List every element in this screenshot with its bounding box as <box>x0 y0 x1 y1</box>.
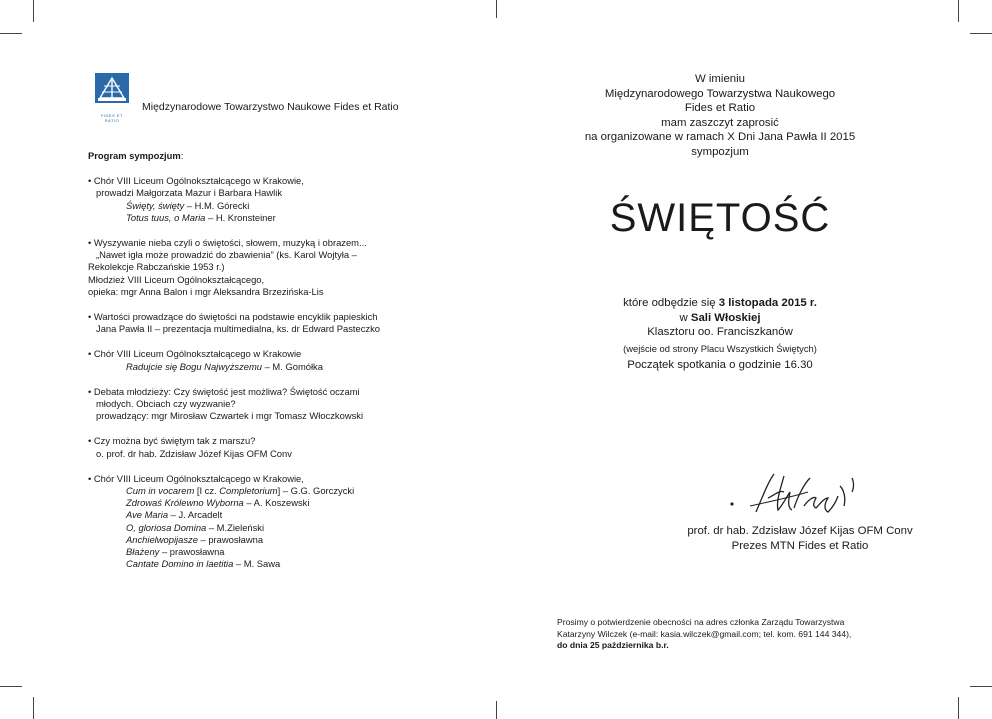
signer-role: Prezes MTN Fides et Ratio <box>731 539 869 552</box>
program-line: • Debata młodzieży: Czy świętość jest możliwa? Świętość oczami <box>88 385 360 397</box>
program-line: Zdrowaś Królewno Wyborna – A. Koszewski <box>126 497 310 509</box>
fold-mark <box>496 701 497 719</box>
event-date: które odbędzie się 3 listopada 2015 r. <box>623 297 817 309</box>
program-line: • Chór VIII Liceum Ogólnokształcącego w Krakowie, <box>88 472 304 484</box>
event-place: w Sali Włoskiej <box>679 311 761 324</box>
program-line: Cantate Domino in laetitia – M. Sawa <box>126 558 281 570</box>
invitation-text <box>560 72 880 160</box>
program-line: • Wartości prowadzące do świętości na podstawie encyklik papieskich <box>88 311 378 323</box>
society-logo <box>94 72 130 123</box>
crop-mark <box>970 686 992 687</box>
invitation-line: na organizowane w ramach X Dni Jana Pawła II 2015 <box>584 131 856 144</box>
program-line: • Czy można być świętym tak z marszu? <box>88 435 256 447</box>
event-details <box>560 296 880 373</box>
signer-block <box>650 524 950 553</box>
program-item <box>88 348 468 372</box>
program-item <box>88 386 468 423</box>
fold-mark <box>496 0 497 18</box>
program-line: Anchielwopijasze – prawosławna <box>126 533 264 545</box>
program-line: Młodzież VIII Liceum Ogólnokształcącego, <box>88 273 265 285</box>
crop-mark <box>0 686 22 687</box>
program-item <box>88 237 468 298</box>
program-line: Jana Pawła II – prezentacja multimedialna, ks. dr Edward Pasteczko <box>96 323 380 335</box>
logo-caption: FIDES ET RATIO <box>100 113 123 123</box>
rsvp-line: Prosimy o potwierdzenie obecności na adres członka Zarządu Towarzystwa <box>557 617 845 627</box>
program-section <box>88 150 468 583</box>
program-line: prowadzi Małgorzata Mazur i Barbara Hawlik <box>96 187 283 199</box>
symposium-title: ŚWIĘTOŚĆ <box>609 196 831 240</box>
invitation-line: Fides et Ratio <box>684 102 756 115</box>
org-name: Międzynarodowe Towarzystwo Naukowe Fides et Ratio <box>142 101 399 113</box>
program-line: Radujcie się Bogu Najwyższemu – M. Gomółka <box>126 360 323 372</box>
program-line: Cum in vocarem [I cz. Completorium] – G.G. Gorczycki <box>126 485 355 497</box>
crop-mark <box>33 697 34 719</box>
invitation-line: W imieniu <box>694 73 745 85</box>
rsvp-line: Katarzyny Wilczek (e-mail: kasia.wilczek@gmail.com; tel. kom. 691 144 344), <box>557 628 852 639</box>
event-entrance: (wejście od strony Placu Wszystkich Świętych) <box>623 342 817 354</box>
crop-mark <box>33 0 34 22</box>
program-list <box>88 175 468 570</box>
program-line: • Chór VIII Liceum Ogólnokształcącego w Krakowie <box>88 348 302 360</box>
program-line: prowadzący: mgr Mirosław Czwartek i mgr Tomasz Włoczkowski <box>96 410 364 422</box>
crop-mark <box>970 33 992 34</box>
program-title: Program sympozjum: <box>88 150 184 161</box>
invitation-line: mam zaszczyt zaprosić <box>661 116 779 129</box>
rsvp-deadline: do dnia 25 października b.r. <box>557 640 669 651</box>
program-line: opieka: mgr Anna Balon i mgr Aleksandra Brzezińska-Lis <box>88 285 324 297</box>
program-line: Ave Maria – J. Arcadelt <box>126 509 223 521</box>
program-item <box>88 311 468 335</box>
program-line: • Chór VIII Liceum Ogólnokształcącego w Krakowie, <box>88 175 304 187</box>
program-line: Rekolekcje Rabczańskie 1953 r.) <box>88 261 225 273</box>
signer-name: prof. dr hab. Zdzisław Józef Kijas OFM Conv <box>687 525 913 537</box>
program-line: o. prof. dr hab. Zdzisław Józef Kijas OFM Conv <box>96 447 292 459</box>
handwritten-signature <box>728 468 888 522</box>
invitation-line: Międzynarodowego Towarzystwa Naukowego <box>604 87 836 100</box>
program-line: młodych. Obciach czy wyzwanie? <box>96 398 236 410</box>
program-line: Błażeny – prawosławna <box>126 546 225 558</box>
program-line: Święty, święty – H.M. Górecki <box>126 199 250 211</box>
event-start: Początek spotkania o godzinie 16.30 <box>627 359 813 372</box>
program-item <box>88 435 468 459</box>
crop-mark <box>958 0 959 22</box>
rsvp-note <box>557 617 957 652</box>
program-line: Totus tuus, o Maria – H. Kronsteiner <box>126 211 276 223</box>
invitation-line: sympozjum <box>691 145 749 158</box>
program-line: O, gloriosa Domina – M.Zieleński <box>126 521 265 533</box>
crop-mark <box>958 697 959 719</box>
program-item <box>88 175 468 224</box>
crop-mark <box>0 33 22 34</box>
event-monastery: Klasztoru oo. Franciszkanów <box>647 326 793 339</box>
program-line: • Wyszywanie nieba czyli o świętości, słowem, muzyką i obrazem... <box>88 237 367 249</box>
program-item <box>88 473 468 571</box>
program-line: „Nawet igła może prowadzić do zbawienia” (ks. Karol Wojtyła – <box>96 249 357 261</box>
